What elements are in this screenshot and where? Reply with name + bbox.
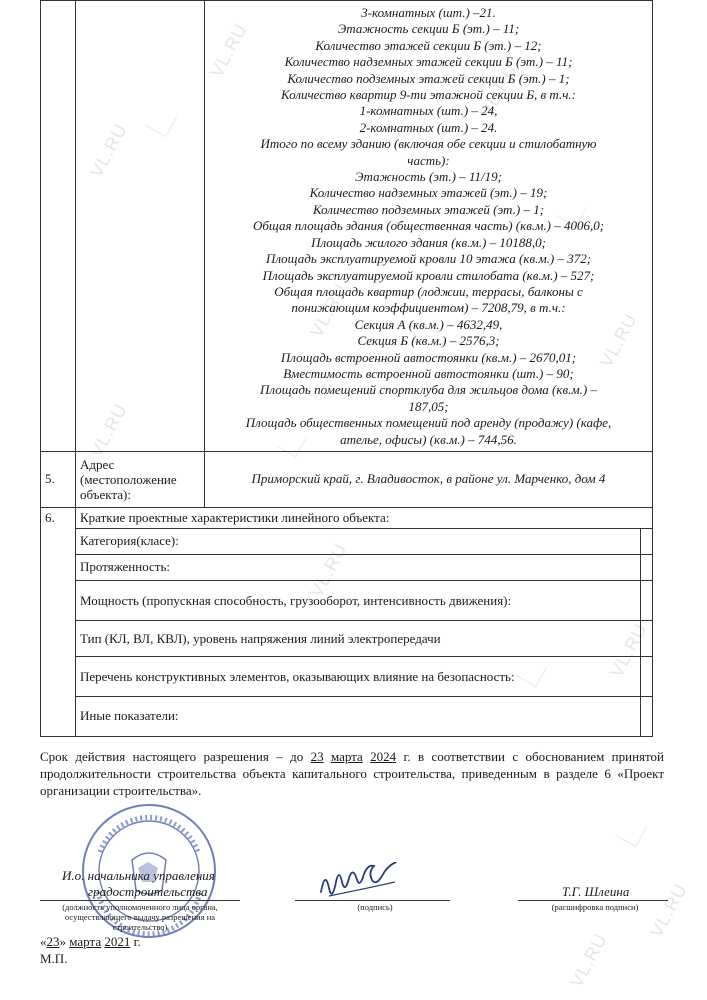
validity-suffix: г. в соответствии с обоснованием принятой продолжительности строительства объекта капитального строительства, приведенным в разделе 6 «Проект организации строительства». — [40, 749, 664, 798]
signer-name: Т.Г. Шлеина — [562, 884, 630, 899]
characteristic-line: 1-комнатных (шт.) – 24, — [359, 103, 498, 119]
characteristics-table — [40, 0, 653, 737]
characteristic-line: Количество подземных этажей (эт.) – 1; — [312, 201, 545, 217]
characteristic-line: Площадь помещений спортклуба для жильцов дома (кв.м.) – — [260, 382, 597, 398]
date-close-quote: » — [59, 934, 66, 949]
validity-prefix: Срок действия настоящего разрешения – до — [40, 749, 311, 764]
other-value — [640, 696, 652, 736]
voltage-label: Тип (КЛ, ВЛ, КВЛ), уровень напряжения линий электропередачи — [76, 620, 641, 656]
characteristic-line: Общая площадь квартир (лоджии, террасы, балконы с — [274, 283, 583, 299]
characteristic-line: Этажность (эт.) – 11/19; — [355, 169, 502, 185]
capacity-label: Мощность (пропускная способность, грузооборот, интенсивность движения): — [76, 580, 641, 620]
category-label: Категория(класе): — [76, 528, 641, 554]
characteristic-line: часть): — [407, 152, 450, 168]
name-underline — [518, 900, 668, 901]
characteristic-line: Секция Б (кв.м.) – 2576,3; — [357, 333, 500, 349]
linear-object-title: Краткие проектные характеристики линейного объекта: — [76, 507, 653, 528]
row-value-cell — [205, 1, 653, 452]
characteristic-line: Площадь общественных помещений под аренду (продажу) (кафе, — [245, 415, 612, 431]
table-row — [41, 620, 653, 656]
position-line-1: И.о. начальника управления — [62, 868, 215, 883]
table-row-6 — [41, 507, 653, 528]
row4-lines — [211, 5, 646, 448]
row-number-cell — [41, 1, 76, 452]
date-open-quote: « — [40, 934, 47, 949]
table-row — [41, 528, 653, 554]
watermark: VL.RU — [476, 59, 522, 121]
watermark-tick — [616, 816, 647, 847]
length-label: Протяженность: — [76, 554, 641, 580]
characteristic-line: Количество надземных этажей секции Б (эт.) – 11; — [284, 54, 573, 70]
address-label: Адрес (местоположение объекта): — [76, 451, 205, 507]
elements-label: Перечень конструктивных элементов, оказывающих влияние на безопасность: — [76, 656, 641, 696]
watermark: VL.RU — [566, 929, 612, 991]
characteristic-line: Итого по всему зданию (включая обе секции и стилобатную — [260, 136, 597, 152]
table-row — [41, 656, 653, 696]
validity-paragraph — [40, 748, 664, 799]
characteristic-line: 3-комнатных (шт.) –21. — [361, 5, 496, 20]
date-year: 2021 — [104, 934, 131, 949]
table-row — [41, 696, 653, 736]
elements-value — [640, 656, 652, 696]
voltage-value — [640, 620, 652, 656]
position-line-2: градостроительства — [88, 884, 208, 899]
watermark: VL.RU — [596, 309, 642, 371]
table-row — [41, 554, 653, 580]
characteristic-line: Площадь эксплуатируемой кровли 10 этажа (кв.м.) – 372; — [265, 251, 592, 267]
row-number: 6. — [41, 507, 76, 736]
date-day: 23 — [46, 934, 60, 949]
capacity-value — [640, 580, 652, 620]
watermark: VL.RU — [86, 399, 132, 461]
characteristic-line: Количество квартир 9-ти этажной секции Б, в т.ч.: — [281, 87, 576, 103]
characteristic-line: Общая площадь здания (общественная часть) (кв.м.) – 4006,0; — [252, 218, 605, 234]
issue-date — [40, 933, 141, 950]
signature-caption: (подпись) — [357, 902, 393, 912]
characteristic-line: Количество этажей секции Б (эт.) – 12; — [315, 37, 542, 53]
watermark: VL.RU — [306, 279, 352, 341]
other-label: Иные показатели: — [76, 696, 641, 736]
table-row — [41, 580, 653, 620]
name-caption: (расшифровка подписи) — [551, 902, 639, 912]
watermark: VL.RU — [206, 19, 252, 81]
table-row-4-continued — [41, 1, 653, 452]
characteristic-line: Вместимость встроенной автостоянки (шт.) – 90; — [283, 365, 574, 381]
signature-underline — [295, 900, 450, 901]
row-number: 5. — [41, 451, 76, 507]
characteristic-line: Площадь эксплуатируемой кровли стилобата (кв.м.) – 527; — [262, 267, 595, 283]
row-label-cell — [76, 1, 205, 452]
validity-month: марта — [330, 749, 363, 764]
length-value — [640, 554, 652, 580]
validity-day: 23 — [310, 749, 324, 764]
characteristic-line: ателье, офисы) (кв.м.) – 744,56. — [340, 431, 517, 447]
position-underline — [40, 900, 240, 901]
address-value: Приморский край, г. Владивосток, в районе ул. Марченко, дом 4 — [205, 451, 653, 507]
characteristic-line: 187,05; — [408, 398, 449, 414]
table-row-5 — [41, 451, 653, 507]
characteristic-line: Количество надземных этажей (эт.) – 19; — [309, 185, 548, 201]
watermark: VL.RU — [306, 539, 352, 601]
date-suffix: г. — [130, 934, 141, 949]
watermark: VL.RU — [646, 879, 692, 941]
validity-year: 2024 — [370, 749, 397, 764]
characteristic-line: Площадь встроенной автостоянки (кв.м.) – 2670,01; — [280, 349, 577, 365]
characteristic-line: Секция А (кв.м.) – 4632,49, — [354, 316, 503, 332]
stamp-place-label: М.П. — [40, 951, 68, 966]
date-month: марта — [69, 934, 102, 949]
watermark: VL.RU — [606, 619, 652, 681]
characteristic-line: понижающим коэффициентом) – 7208,79, в т.ч.: — [291, 300, 566, 316]
characteristic-line: Площадь жилого здания (кв.м.) – 10188,0; — [311, 234, 546, 250]
watermark: VL.RU — [86, 119, 132, 181]
category-value — [640, 528, 652, 554]
handwritten-signature — [315, 862, 405, 902]
characteristic-line: Количество подземных этажей секции Б (эт.) – 1; — [287, 70, 570, 86]
characteristic-line: 2-комнатных (шт.) – 24. — [359, 119, 498, 135]
position-caption: (должность уполномоченного лица органа, осуществляющего выдачу разрешения на строительство) — [62, 902, 218, 932]
characteristic-line: Этажность секции Б (эт.) – 11; — [337, 21, 520, 37]
